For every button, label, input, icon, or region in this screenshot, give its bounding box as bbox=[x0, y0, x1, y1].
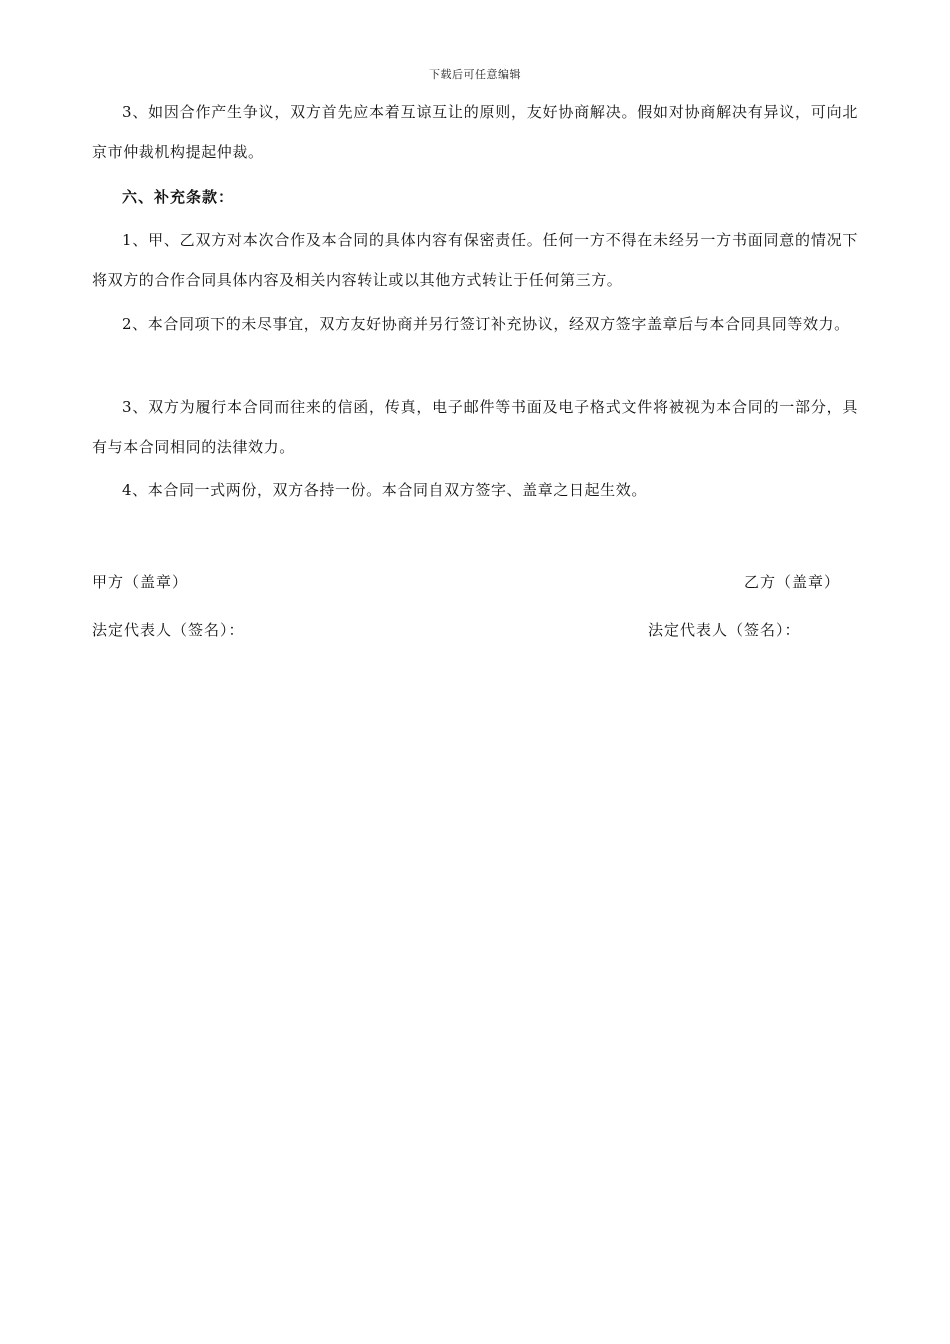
party-a-representative-label: 法定代表人（签名）： bbox=[92, 621, 245, 639]
dispute-clause-text: 3、如因合作产生争议，双方首先应本着互谅互让的原则，友好协商解决。假如对协商解决有异议，可向北京市仲裁机构提起仲裁。 bbox=[92, 103, 858, 161]
party-a-seal-label: 甲方（盖章） bbox=[92, 573, 189, 591]
supplementary-clause-2 bbox=[92, 304, 858, 344]
supplementary-clause-1 bbox=[92, 220, 858, 300]
supplementary-clause-1-text: 1、甲、乙双方对本次合作及本合同的具体内容有保密责任。任何一方不得在未经另一方书面同意的情况下将双方的合作合同具体内容及相关内容转让或以其他方式转让于任何第三方。 bbox=[92, 231, 858, 289]
party-b-seal-label: 乙方（盖章） bbox=[744, 573, 841, 591]
supplementary-clause-4-text: 4、本合同一式两份，双方各持一份。本合同自双方签字、盖章之日起生效。 bbox=[122, 481, 647, 499]
dispute-clause-paragraph bbox=[92, 92, 858, 172]
supplementary-clause-3-text: 3、双方为履行本合同而往来的信函，传真，电子邮件等书面及电子格式文件将被视为本合同的一部分，具有与本合同相同的法律效力。 bbox=[92, 398, 858, 456]
section-six-title: 六、补充条款： bbox=[122, 188, 235, 206]
supplementary-clause-3 bbox=[92, 387, 858, 467]
supplementary-clause-4 bbox=[92, 470, 858, 510]
party-b-representative-label: 法定代表人（签名）： bbox=[648, 621, 801, 639]
page-header-note: 下载后可任意编辑 bbox=[429, 68, 521, 81]
supplementary-clause-2-text: 2、本合同项下的未尽事宜，双方友好协商并另行签订补充协议，经双方签字盖章后与本合同具同等效力。 bbox=[122, 315, 850, 333]
